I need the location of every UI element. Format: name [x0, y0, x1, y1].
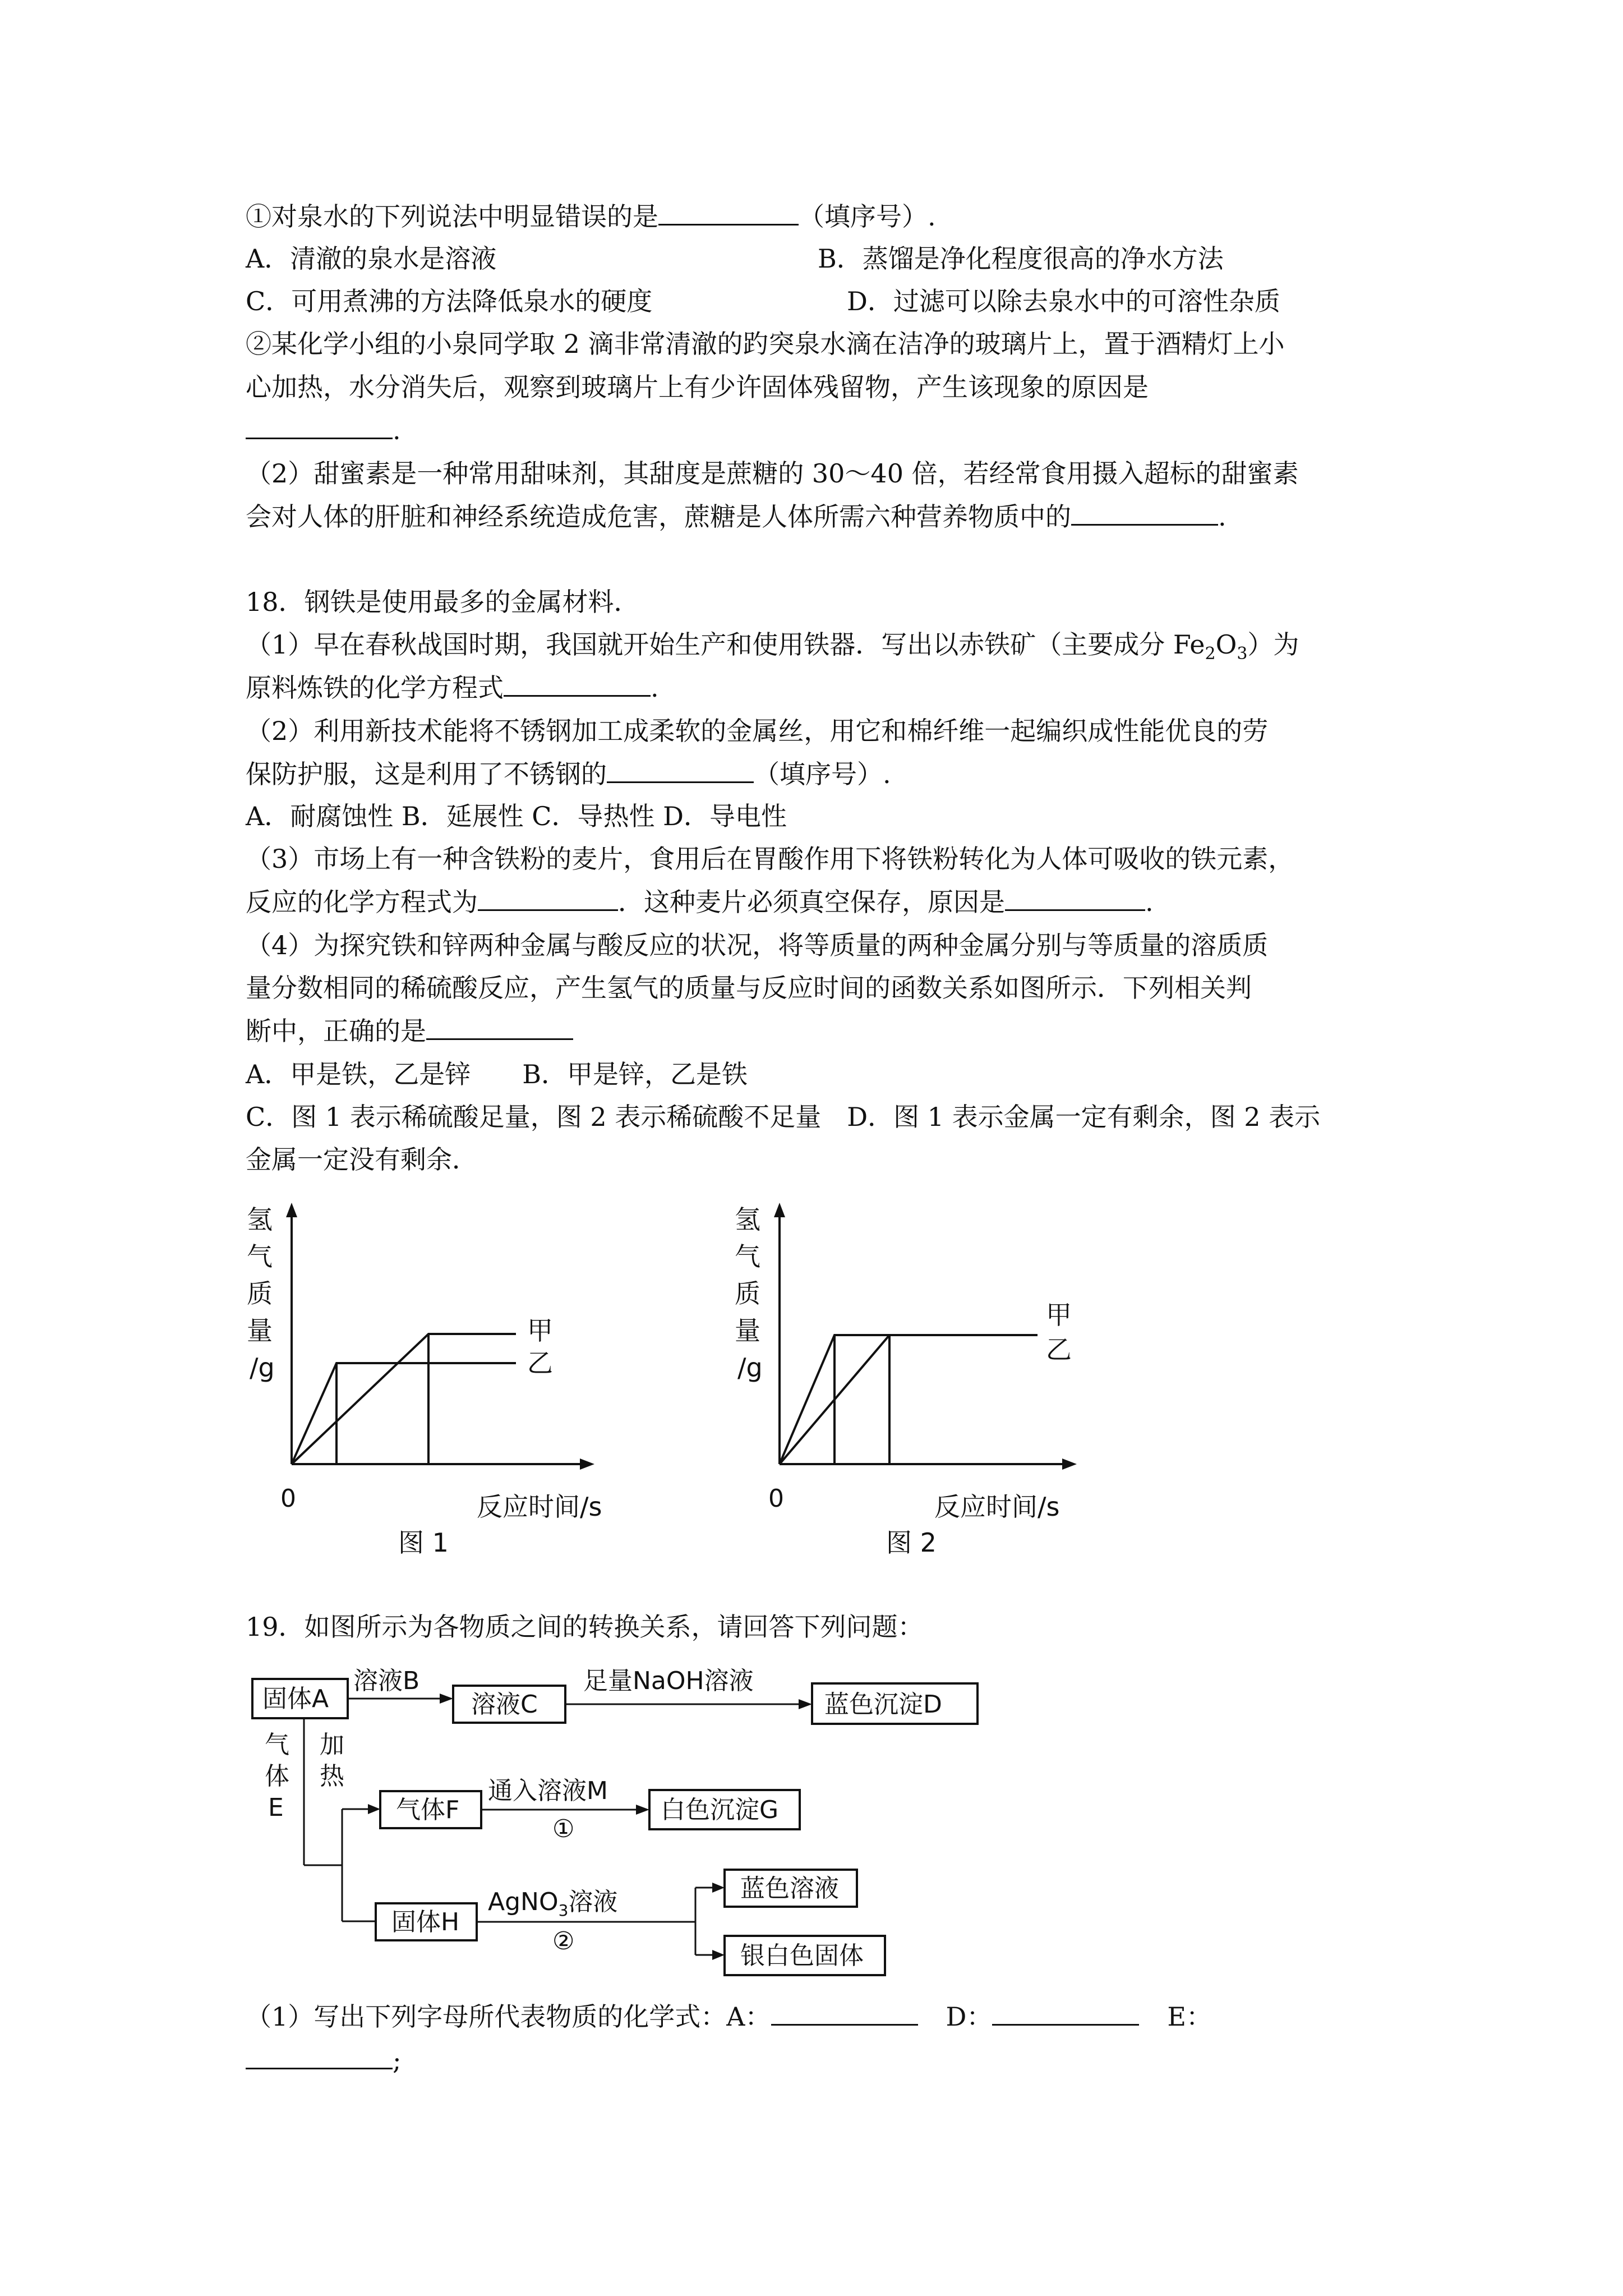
box-gas-f-label: 气体F [396, 1796, 460, 1824]
answer-blank[interactable] [478, 885, 618, 911]
label-gas-e-1: 气 [265, 1731, 289, 1759]
arrow-label-b: 溶液B [353, 1667, 420, 1695]
origin-label: 0 [280, 1484, 296, 1513]
ylabel-char: 气 [735, 1241, 760, 1272]
q18-options-ab: A．甲是铁，乙是锌 B．甲是锌，乙是铁 [246, 1059, 748, 1089]
q17-option-b: B．蒸馏是净化程度很高的净水方法 [818, 243, 1224, 274]
box-blue-precipitate-d-label: 蓝色沉淀D [824, 1690, 942, 1719]
answer-blank[interactable] [246, 413, 393, 439]
q17-part2-line2 [246, 499, 1227, 533]
q18-p1-text-end: ）为 [1247, 629, 1299, 660]
answer-blank[interactable] [504, 670, 651, 697]
box-solution-c-label: 溶液C [471, 1690, 538, 1719]
q18-p3-line1: （3）市场上有一种含铁粉的麦片，食用后在胃酸作用下将铁粉转化为人体可吸收的铁元素， [246, 844, 1294, 874]
arrow-label-agno3: AgNO$_3$溶液 [488, 1888, 618, 1920]
q17-part2-end: . [1218, 501, 1227, 532]
figure-caption: 图 2 [886, 1527, 937, 1558]
ylabel-char: 量 [735, 1315, 760, 1346]
q18-p3-line2 [246, 885, 1154, 919]
x-axis-label: 反应时间/s [934, 1492, 1060, 1522]
q18-p2-options: A．耐腐蚀性 B．延展性 C．导热性 D．导电性 [246, 801, 787, 831]
answer-blank-d[interactable] [992, 1999, 1139, 2026]
arrowhead [636, 1805, 649, 1815]
origin-label: 0 [768, 1484, 784, 1513]
label-gas-e-2: 体 [265, 1762, 289, 1791]
q18-p4-line1: （4）为探究铁和锌两种金属与酸反应的状况，将等质量的两种金属分别与等质量的溶质质 [246, 930, 1269, 960]
ylabel-char: 气 [247, 1241, 273, 1272]
q19-p1-text: （1）写出下列字母所代表物质的化学式：A： [246, 2001, 771, 2032]
x-axis-arrow [1062, 1458, 1077, 1470]
q18-p2-line1: （2）利用新技术能将不锈钢加工成柔软的金属丝，用它和棉纤维一起编织成性能优良的劳 [246, 716, 1269, 746]
q18-p2-line2 [246, 757, 891, 791]
q17-sub2-end: . [393, 415, 401, 445]
q18-p2-end: （填序号）. [754, 759, 891, 789]
box-white-precipitate-g-label: 白色沉淀G [661, 1796, 779, 1824]
q17-sub1-suffix: （填序号）. [799, 201, 936, 232]
q19-title: 19．如图所示为各物质之间的转换关系，请回答下列问题： [246, 1612, 924, 1642]
box-solid-a-label: 固体A [262, 1685, 329, 1713]
q17-part2-line1: （2）甜蜜素是一种常用甜味剂，其甜度是蔗糖的 30～40 倍，若经常食用摄入超标的甜蜜素 [246, 458, 1299, 489]
y-axis-label [247, 1204, 275, 1383]
label-heat-1: 加 [320, 1731, 344, 1759]
q18-p4-text: 断中，正确的是 [246, 1016, 426, 1046]
x-axis-arrow [580, 1458, 594, 1470]
conversion-diagram [241, 1652, 981, 1983]
figure-caption: 图 1 [398, 1527, 449, 1558]
label-gas-e-3: E [268, 1793, 284, 1822]
arrowhead [712, 1950, 725, 1960]
subscript: 3 [1237, 644, 1248, 664]
arrow-label-circle-1: ① [552, 1815, 575, 1843]
arrow-label-circle-2: ② [552, 1927, 575, 1955]
answer-blank[interactable] [1005, 885, 1145, 911]
legend-jia: 甲 [527, 1315, 553, 1346]
box-solid-h-label: 固体H [391, 1908, 460, 1936]
q18-p3-end: . [1145, 887, 1154, 917]
answer-blank-a[interactable] [771, 1999, 918, 2026]
arrowhead [799, 1699, 812, 1709]
q19-p1-line2 [246, 2043, 402, 2077]
q18-p1-line1 [246, 628, 1299, 671]
arrowhead [712, 1883, 725, 1893]
q18-p4-line2: 量分数相同的稀硫酸反应，产生氢气的质量与反应时间的函数关系如图所示．下列相关判 [246, 973, 1252, 1003]
q17-sub2-line1: ②某化学小组的小泉同学取 2 滴非常清澈的趵突泉水滴在洁净的玻璃片上，置于酒精灯上小 [246, 329, 1285, 359]
series-yi [780, 1335, 1038, 1464]
ylabel-char: 量 [247, 1315, 273, 1346]
q19-p1-end: ; [393, 2045, 402, 2076]
q18-p3-text-a: 反应的化学方程式为 [246, 887, 478, 917]
ylabel-char: 氢 [247, 1204, 273, 1235]
box-blue-solution-label: 蓝色溶液 [740, 1874, 839, 1903]
arrow-label-m: 通入溶液M [488, 1777, 608, 1805]
q18-p4-line3 [246, 1014, 573, 1048]
q17-option-c: C．可用煮沸的方法降低泉水的硬度 [246, 286, 653, 316]
q18-p3-text-b: ．这种麦片必须真空保存，原因是 [618, 887, 1005, 917]
arrowhead [368, 1804, 380, 1814]
box-silver-solid-label: 银白色固体 [740, 1941, 864, 1970]
q18-options-cd-line1: C．图 1 表示稀硫酸足量，图 2 表示稀硫酸不足量 D．图 1 表示金属一定有剩余，图 2 表示 [246, 1102, 1321, 1132]
q17-sub1-text: ①对泉水的下列说法中明显错误的是 [246, 201, 658, 232]
q17-option-d: D．过滤可以除去泉水中的可溶性杂质 [847, 286, 1280, 316]
answer-blank-e[interactable] [246, 2043, 393, 2069]
legend-jia: 甲 [1046, 1300, 1072, 1330]
legend-yi: 乙 [1046, 1335, 1072, 1365]
y-axis-label [735, 1204, 763, 1383]
arrowhead [440, 1694, 453, 1704]
q18-p1-line2 [246, 670, 659, 705]
q17-part2-text: 会对人体的肝脏和神经系统造成危害，蔗糖是人体所需六种营养物质中的 [246, 501, 1071, 532]
ylabel-char: 质 [735, 1278, 760, 1309]
arrow-label-naoh: 足量NaOH溶液 [583, 1667, 754, 1695]
q18-p1-text: （1）早在春秋战国时期，我国就开始生产和使用铁器．写出以赤铁矿（主要成分 Fe [246, 629, 1205, 660]
q18-p2-text: 保防护服，这是利用了不锈钢的 [246, 759, 607, 789]
q19-p1-line1 [246, 1999, 1212, 2033]
y-axis-arrow [774, 1203, 785, 1217]
x-axis-label: 反应时间/s [477, 1492, 602, 1522]
label-heat-2: 热 [320, 1762, 344, 1791]
q17-sub2-blank-line [246, 413, 401, 447]
answer-blank[interactable] [658, 199, 799, 226]
ylabel-char: 质 [247, 1278, 273, 1309]
q18-p1-text2: 原料炼铁的化学方程式 [246, 673, 504, 703]
y-axis-arrow [286, 1203, 297, 1217]
figure-1 [236, 1195, 651, 1565]
answer-blank[interactable] [1071, 499, 1218, 526]
answer-blank[interactable] [607, 757, 754, 783]
ylabel-char: /g [737, 1352, 763, 1383]
ylabel-char: 氢 [735, 1204, 760, 1235]
series-jia [292, 1334, 516, 1464]
answer-blank[interactable] [426, 1014, 573, 1040]
legend-yi: 乙 [527, 1348, 553, 1378]
q19-p1-d: D： [946, 2001, 993, 2032]
series-yi [292, 1363, 516, 1464]
q18-p1-end: . [651, 673, 659, 703]
subscript: 2 [1205, 644, 1216, 664]
q18-options-cd-line2: 金属一定没有剩余． [246, 1144, 478, 1175]
ylabel-char: /g [250, 1352, 275, 1383]
q18-title: 18．钢铁是使用最多的金属材料． [246, 587, 640, 617]
q19-p1-e: E： [1167, 2001, 1212, 2032]
q17-sub1 [246, 199, 936, 233]
q17-sub2-line2: 心加热，水分消失后，观察到玻璃片上有少许固体残留物，产生该现象的原因是 [246, 372, 1149, 402]
figure-2 [723, 1195, 1138, 1565]
q18-p1-formula: O [1215, 629, 1237, 660]
q17-option-a: A．清澈的泉水是溶液 [246, 243, 497, 274]
